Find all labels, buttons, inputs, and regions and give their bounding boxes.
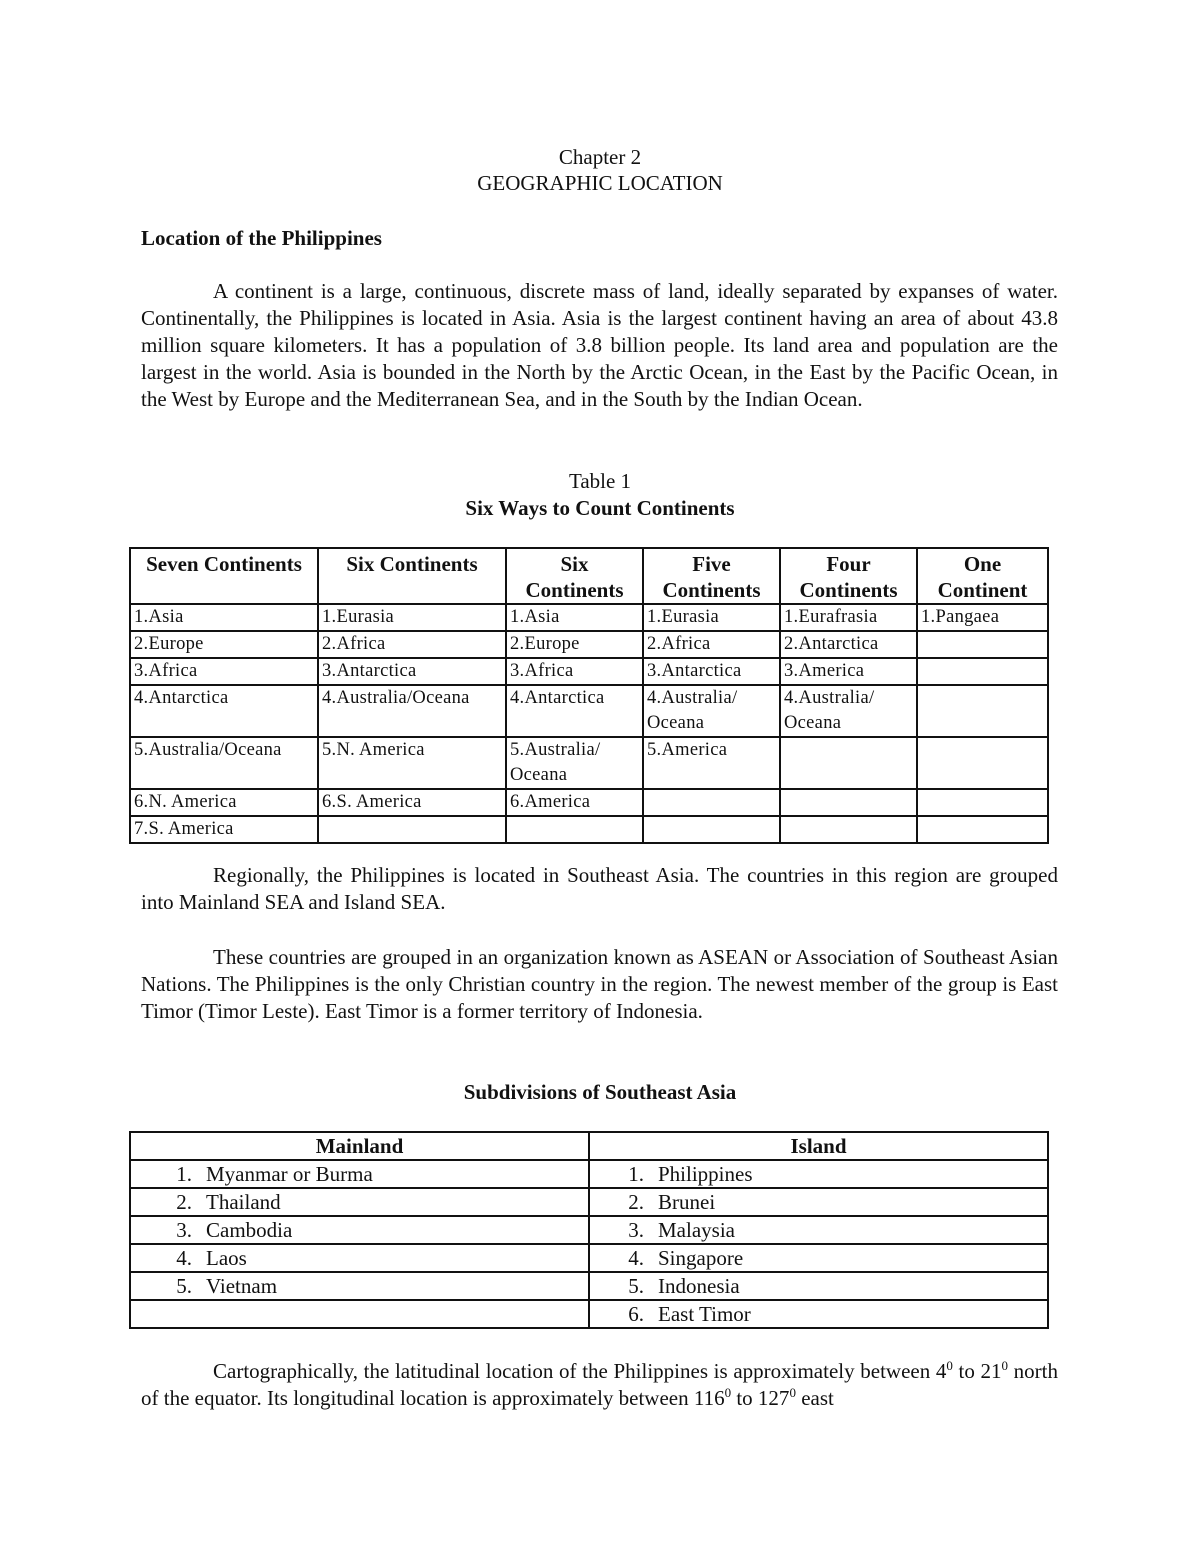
paragraph-cartographic-text: north of the equator. Its longitudinal location is approximately between 116 [141,1359,1058,1410]
table-cell: 2.Europe [130,631,318,658]
header-five-continents: Five Continents [643,548,780,604]
header-six-continents-b: Six Continents [506,548,643,604]
country-name: East Timor [658,1302,751,1326]
table-cell: 3.Africa [130,658,318,685]
table-cell [917,737,1048,789]
table-cell [780,789,917,816]
item-number: 6. [628,1302,644,1326]
table-cell [780,737,917,789]
paragraph-asean-text: These countries are grouped in an organization known as ASEAN or Association of Southeast Asian Nations. The Philippines is the only Christian country in the region. The newest member of the group is East Timor (Timor Leste). East Timor is a former territory of Indonesia. [141,945,1058,1023]
header-mainland: Mainland [130,1132,589,1160]
item-number: 2. [628,1190,644,1214]
header-six-continents-a: Six Continents [318,548,506,604]
island-cell [589,1160,1048,1188]
degree-superscript: 0 [789,1385,796,1400]
table-cell: 3.Africa [506,658,643,685]
mainland-cell [130,1272,589,1300]
table-cell [917,658,1048,685]
country-name: Singapore [658,1246,744,1270]
table-cell [917,789,1048,816]
paragraph-cartographic-text: to 127 [731,1386,790,1410]
item-number: 2. [176,1190,192,1214]
table-cell: 2.Africa [643,631,780,658]
mainland-cell [130,1244,589,1272]
island-cell [589,1272,1048,1300]
table-row [130,789,1048,816]
table-cell [643,789,780,816]
table-row [130,816,1048,843]
chapter-number: Chapter 2 [558,145,642,169]
continents-header-row [130,548,1048,604]
country-name: Philippines [658,1162,753,1186]
item-number: 3. [176,1218,192,1242]
header-seven-continents: Seven Continents [130,548,318,604]
table-cell: 3.Antarctica [643,658,780,685]
table-row [130,658,1048,685]
mainland-cell [130,1188,589,1216]
table-cell: 6.N. America [130,789,318,816]
table-cell: 4.Australia/ Oceana [643,685,780,737]
table-cell: 1.Eurafrasia [780,604,917,631]
section-heading: Location of the Philippines [141,226,382,250]
table-row [130,1300,1048,1328]
paragraph-continent [141,278,1058,413]
table-row [130,1244,1048,1272]
mainland-cell [130,1216,589,1244]
table-row [130,737,1048,789]
paragraph-asean [141,944,1058,1025]
subdivisions-table [129,1131,1049,1329]
paragraph-cartographic-text: Cartographically, the latitudinal location of the Philippines is approximately between 4 [213,1359,947,1383]
table-cell [780,816,917,843]
mainland-cell [130,1160,589,1188]
table-cell: 1.Pangaea [917,604,1048,631]
table-cell: 2.Europe [506,631,643,658]
table1-label: Table 1 [568,469,632,493]
continents-table [129,547,1049,844]
table-cell [318,816,506,843]
item-number: 1. [628,1162,644,1186]
table-cell [917,631,1048,658]
country-name: Thailand [206,1190,281,1214]
island-cell [589,1216,1048,1244]
item-number: 5. [628,1274,644,1298]
table-cell: 2.Antarctica [780,631,917,658]
table-cell: 5.America [643,737,780,789]
table-cell: 1.Eurasia [643,604,780,631]
item-number: 5. [176,1274,192,1298]
country-name: Brunei [658,1190,716,1214]
table-cell: 3.America [780,658,917,685]
table-cell: 5.N. America [318,737,506,789]
paragraph-continent-text: A continent is a large, continuous, discrete mass of land, ideally separated by expanses of water. Continentally, the Philippines is located in Asia. Asia is the largest continent having an area of about 43.8 million square kilometers. It has a population of 3.8 billion people. Its land area and population are the largest in the world. Asia is bounded in the North by the Arctic Ocean, in the East by the Pacific Ocean, in the West by Europe and the Mediterranean Sea, and in the South by the Indian Ocean. [141,279,1058,411]
table-cell: 6.America [506,789,643,816]
table-cell: 1.Asia [130,604,318,631]
table-row [130,604,1048,631]
table-cell: 6.S. America [318,789,506,816]
country-name: Vietnam [206,1274,278,1298]
item-number: 4. [176,1246,192,1270]
table-row [130,1188,1048,1216]
table-cell: 4.Antarctica [506,685,643,737]
table-cell: 1.Eurasia [318,604,506,631]
subdivisions-title: Subdivisions of Southeast Asia [463,1080,737,1104]
item-number: 3. [628,1218,644,1242]
table-cell: 3.Antarctica [318,658,506,685]
header-four-continents: Four Continents [780,548,917,604]
table-row [130,1216,1048,1244]
paragraph-cartographic [141,1358,1058,1412]
degree-superscript: 0 [946,1358,953,1373]
table-cell: 5.Australia/Oceana [130,737,318,789]
table-cell [917,685,1048,737]
table-cell: 4.Antarctica [130,685,318,737]
country-name: Cambodia [206,1218,293,1242]
degree-superscript: 0 [724,1385,732,1400]
island-cell [589,1244,1048,1272]
table-cell: 7.S. America [130,816,318,843]
table-cell [643,816,780,843]
item-number: 1. [176,1162,192,1186]
table-row [130,1160,1048,1188]
item-number: 4. [628,1246,644,1270]
table1-title: Six Ways to Count Continents [465,496,735,520]
paragraph-regional [141,862,1058,916]
table-row [130,685,1048,737]
table-cell [506,816,643,843]
header-island: Island [589,1132,1048,1160]
paragraph-cartographic-text: east [795,1386,834,1410]
table-cell [917,816,1048,843]
table-cell: 2.Africa [318,631,506,658]
island-cell [589,1300,1048,1328]
table-row [130,1272,1048,1300]
subdivisions-header-row [130,1132,1048,1160]
degree-superscript: 0 [1001,1358,1009,1373]
paragraph-regional-text: Regionally, the Philippines is located in Southeast Asia. The countries in this region are grouped into Mainland SEA and Island SEA. [141,863,1058,914]
table-cell: 5.Australia/ Oceana [506,737,643,789]
country-name: Malaysia [658,1218,735,1242]
header-one-continent: One Continent [917,548,1048,604]
chapter-title: GEOGRAPHIC LOCATION [477,171,723,195]
table-row [130,631,1048,658]
paragraph-cartographic-text: to 21 [952,1359,1002,1383]
country-name: Laos [206,1246,247,1270]
table-cell: 4.Australia/ Oceana [780,685,917,737]
island-cell [589,1188,1048,1216]
country-name: Indonesia [658,1274,740,1298]
table-cell: 4.Australia/Oceana [318,685,506,737]
mainland-cell [130,1300,589,1328]
country-name: Myanmar or Burma [206,1162,373,1186]
table-cell: 1.Asia [506,604,643,631]
